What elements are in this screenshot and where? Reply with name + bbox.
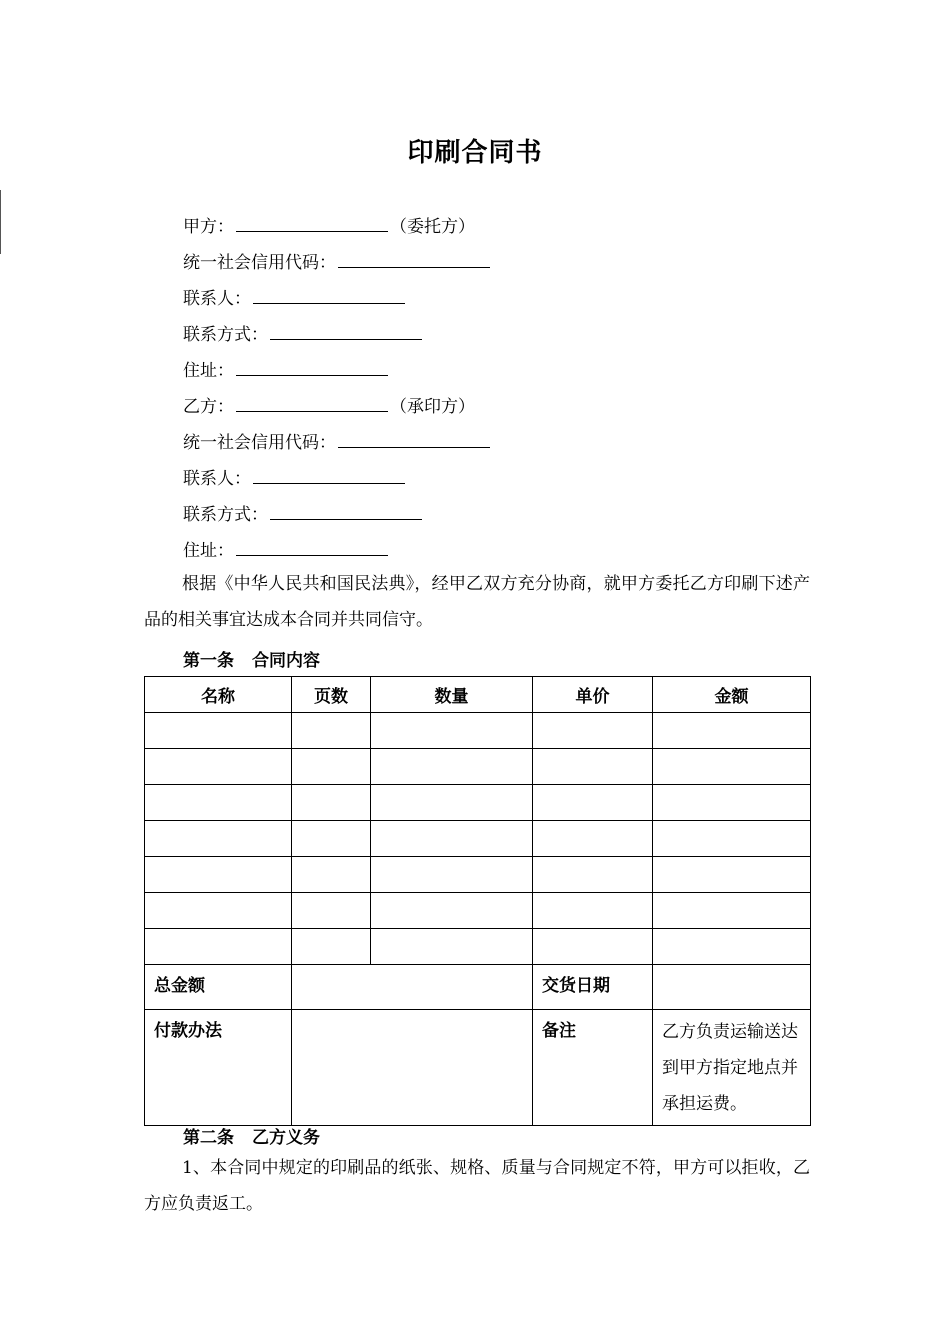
table-cell[interactable] <box>145 749 292 785</box>
party-b-line <box>183 392 475 417</box>
party-a-contact-method-blank <box>270 325 422 340</box>
table-cell[interactable] <box>145 929 292 965</box>
table-cell[interactable] <box>371 929 533 965</box>
remarks-value: 乙方负责运输送达到甲方指定地点并承担运费。 <box>653 1010 811 1126</box>
total-row <box>145 965 811 1010</box>
payment-row <box>145 1010 811 1126</box>
party-b-contact-method-blank <box>270 505 422 520</box>
table-cell[interactable] <box>145 857 292 893</box>
table-row <box>145 857 811 893</box>
party-a-address-label: 住址： <box>183 361 234 381</box>
contract-content-table <box>144 676 811 1126</box>
table-row <box>145 821 811 857</box>
party-b-name-blank <box>236 397 388 412</box>
party-b-contact-blank <box>253 469 405 484</box>
party-b-credit-code-label: 统一社会信用代码： <box>183 433 336 453</box>
table-row <box>145 713 811 749</box>
payment-method-value[interactable] <box>292 1010 533 1126</box>
table-cell[interactable] <box>653 785 811 821</box>
table-cell[interactable] <box>653 857 811 893</box>
header-unit-price: 单价 <box>533 677 653 713</box>
table-cell[interactable] <box>292 749 371 785</box>
party-a-role: （委托方） <box>390 217 475 237</box>
header-amount: 金额 <box>653 677 811 713</box>
article-1-title: 合同内容 <box>252 651 320 671</box>
table-cell[interactable] <box>145 785 292 821</box>
article-2-title: 乙方义务 <box>252 1128 320 1148</box>
party-a-credit-code-blank <box>338 253 490 268</box>
article-1-number: 第一条 <box>183 651 234 671</box>
party-a-address-line <box>183 356 390 381</box>
party-a-contact-method-line <box>183 320 424 345</box>
table-cell[interactable] <box>533 821 653 857</box>
article-2-number: 第二条 <box>183 1128 234 1148</box>
table-cell[interactable] <box>292 893 371 929</box>
table-cell[interactable] <box>533 785 653 821</box>
party-a-contact-method-label: 联系方式： <box>183 325 268 345</box>
article-2-heading <box>183 1123 320 1148</box>
party-a-contact-blank <box>253 289 405 304</box>
intro-paragraph: 根据《中华人民共和国民法典》，经甲乙双方充分协商，就甲方委托乙方印刷下述产品的相关事宜达成本合同并共同信守。 <box>144 574 810 630</box>
table-cell[interactable] <box>533 857 653 893</box>
table-cell[interactable] <box>145 821 292 857</box>
delivery-date-value[interactable] <box>653 965 811 1010</box>
table-cell[interactable] <box>653 713 811 749</box>
party-b-contact-label: 联系人： <box>183 469 251 489</box>
party-a-contact-line <box>183 284 407 309</box>
clause-2-1-paragraph: 1、本合同中规定的印刷品的纸张、规格、质量与合同规定不符，甲方可以拒收，乙方应负责返工。 <box>144 1158 810 1214</box>
table-cell[interactable] <box>371 713 533 749</box>
table-row <box>145 749 811 785</box>
table-row <box>145 893 811 929</box>
remarks-label: 备注 <box>533 1010 653 1126</box>
table-cell[interactable] <box>292 821 371 857</box>
party-a-name-blank <box>236 217 388 232</box>
party-b-address-line <box>183 536 390 561</box>
table-cell[interactable] <box>533 713 653 749</box>
table-cell[interactable] <box>653 893 811 929</box>
party-b-label: 乙方： <box>183 397 234 417</box>
party-b-address-blank <box>236 541 388 556</box>
total-amount-label: 总金额 <box>145 965 292 1010</box>
table-cell[interactable] <box>145 893 292 929</box>
header-name: 名称 <box>145 677 292 713</box>
party-a-contact-label: 联系人： <box>183 289 251 309</box>
table-cell[interactable] <box>653 821 811 857</box>
party-a-address-blank <box>236 361 388 376</box>
document-title: 印刷合同书 <box>407 138 543 168</box>
table-cell[interactable] <box>371 749 533 785</box>
total-amount-value[interactable] <box>292 965 533 1010</box>
table-cell[interactable] <box>371 857 533 893</box>
party-b-address-label: 住址： <box>183 541 234 561</box>
table-cell[interactable] <box>533 929 653 965</box>
table-cell[interactable] <box>292 857 371 893</box>
party-b-credit-code-line <box>183 428 492 453</box>
header-pages: 页数 <box>292 677 371 713</box>
party-b-contact-method-label: 联系方式： <box>183 505 268 525</box>
party-b-role: （承印方） <box>390 397 475 417</box>
table-cell[interactable] <box>292 713 371 749</box>
table-cell[interactable] <box>533 749 653 785</box>
table-cell[interactable] <box>371 821 533 857</box>
table-cell[interactable] <box>653 749 811 785</box>
table-cell[interactable] <box>371 893 533 929</box>
table-cell[interactable] <box>371 785 533 821</box>
party-b-contact-method-line <box>183 500 424 525</box>
table-cell[interactable] <box>292 785 371 821</box>
article-1-heading <box>183 646 320 671</box>
table-cell[interactable] <box>292 929 371 965</box>
party-a-line <box>183 212 475 237</box>
delivery-date-label: 交货日期 <box>533 965 653 1010</box>
page-edge-mark <box>0 190 1 254</box>
table-cell[interactable] <box>653 929 811 965</box>
table-cell[interactable] <box>145 713 292 749</box>
table-row <box>145 929 811 965</box>
party-a-label: 甲方： <box>183 217 234 237</box>
party-b-credit-code-blank <box>338 433 490 448</box>
party-b-contact-line <box>183 464 407 489</box>
table-row <box>145 785 811 821</box>
party-a-credit-code-label: 统一社会信用代码： <box>183 253 336 273</box>
party-a-credit-code-line <box>183 248 492 273</box>
table-header-row <box>145 677 811 713</box>
table-cell[interactable] <box>533 893 653 929</box>
header-quantity: 数量 <box>371 677 533 713</box>
payment-method-label: 付款办法 <box>145 1010 292 1126</box>
